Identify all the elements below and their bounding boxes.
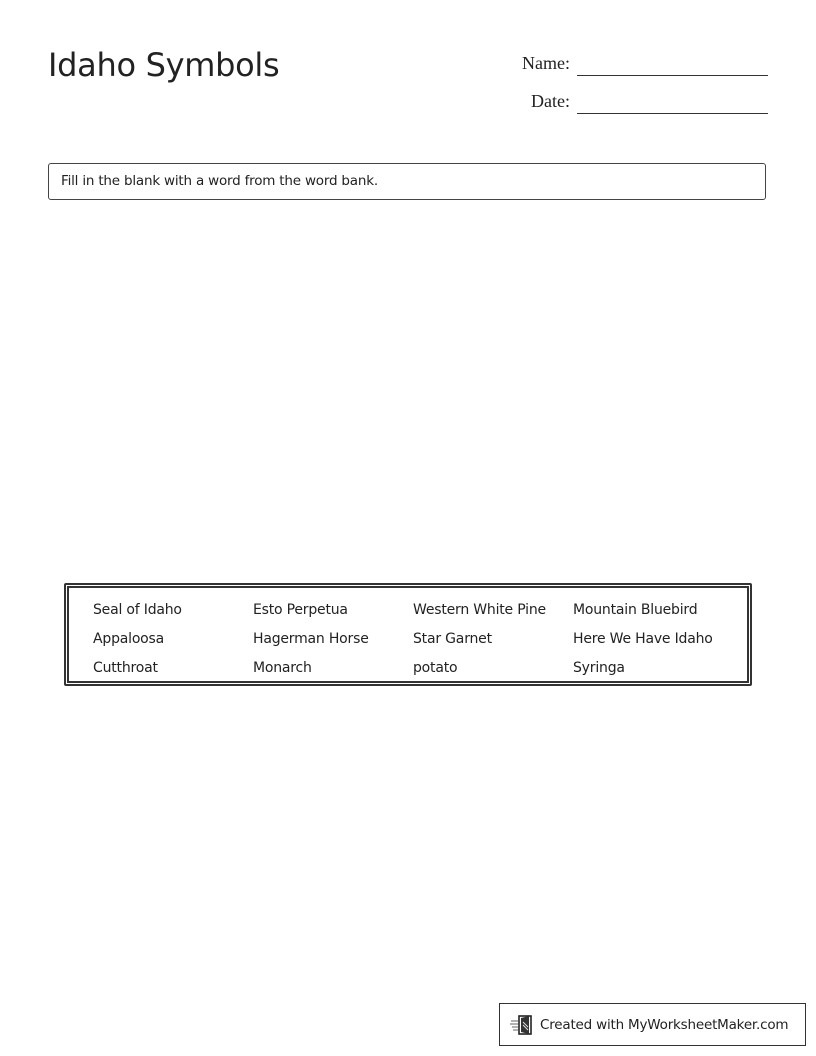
date-blank-line (577, 113, 768, 114)
word-bank-item: Mountain Bluebird (573, 602, 698, 618)
word-bank-item: Seal of Idaho (93, 602, 182, 618)
name-label: Name: (522, 53, 570, 73)
page-title: Idaho Symbols (48, 46, 280, 84)
footer-credit-badge[interactable] (499, 1003, 806, 1046)
word-bank-item: Western White Pine (413, 602, 546, 618)
name-blank-line (577, 75, 768, 76)
word-bank-item: Syringa (573, 660, 625, 676)
word-bank-item: Cutthroat (93, 660, 158, 676)
word-bank-item: Star Garnet (413, 631, 492, 647)
footer-credit-text[interactable]: Created with MyWorksheetMaker.com (540, 1016, 789, 1033)
word-bank-item: Esto Perpetua (253, 602, 348, 618)
word-bank (64, 583, 752, 686)
date-field (510, 90, 768, 112)
date-label: Date: (531, 91, 570, 111)
word-bank-item: Appaloosa (93, 631, 165, 647)
worksheet-logo-icon (510, 1014, 534, 1036)
word-bank-item: Here We Have Idaho (573, 631, 713, 647)
name-field (510, 52, 768, 74)
word-bank-item: Monarch (253, 660, 312, 676)
word-bank-item: Hagerman Horse (253, 631, 369, 647)
instructions-box: Fill in the blank with a word from the word bank. (48, 163, 766, 200)
word-bank-item: potato (413, 660, 458, 676)
word-bank-grid (93, 596, 747, 683)
